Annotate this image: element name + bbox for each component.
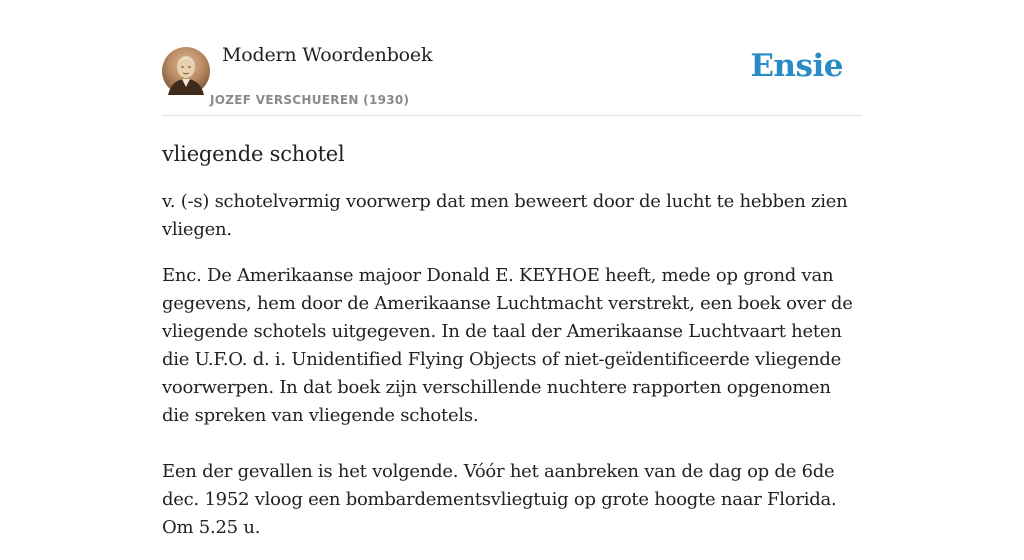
author-avatar[interactable] (162, 47, 210, 95)
book-title[interactable]: Modern Woordenboek (222, 44, 433, 66)
entry-paragraph: Enc. De Amerikaanse majoor Donald E. KEYHOE heeft, mede op grond van gegevens, hem door de Amerikaanse Luchtmacht verstrekt, een boek over de vliegende schotels uitgegeven. In de taal der Amerikaanse Luchtvaart heten die U.F.O. d. i. Unidentified Flying Objects of niet-geïdentificeerde vliegende voorwerpen. In dat boek zijn verschillende nuchtere rapporten opgenomen die spreken van vliegende schotels. (162, 265, 853, 426)
entry-definition: v. (-s) schotelvərmig voorwerp dat men beweert door de lucht te hebben zien vliegen. (162, 191, 848, 240)
entry-headword: vliegende schotel (162, 142, 345, 166)
author-portrait-icon (162, 47, 210, 95)
entry-content (162, 138, 862, 560)
ensie-logo[interactable]: Ensie (750, 48, 843, 84)
entry-paragraph: Een der gevallen is het volgende. Vóór het aanbreken van de dag op de 6de dec. 1952 vloog een bombardementsvliegtuig op grote hoogte naar Florida. Om 5.25 u. (162, 461, 837, 538)
book-author: JOZEF VERSCHUEREN (1930) (210, 93, 410, 107)
header (162, 0, 862, 116)
